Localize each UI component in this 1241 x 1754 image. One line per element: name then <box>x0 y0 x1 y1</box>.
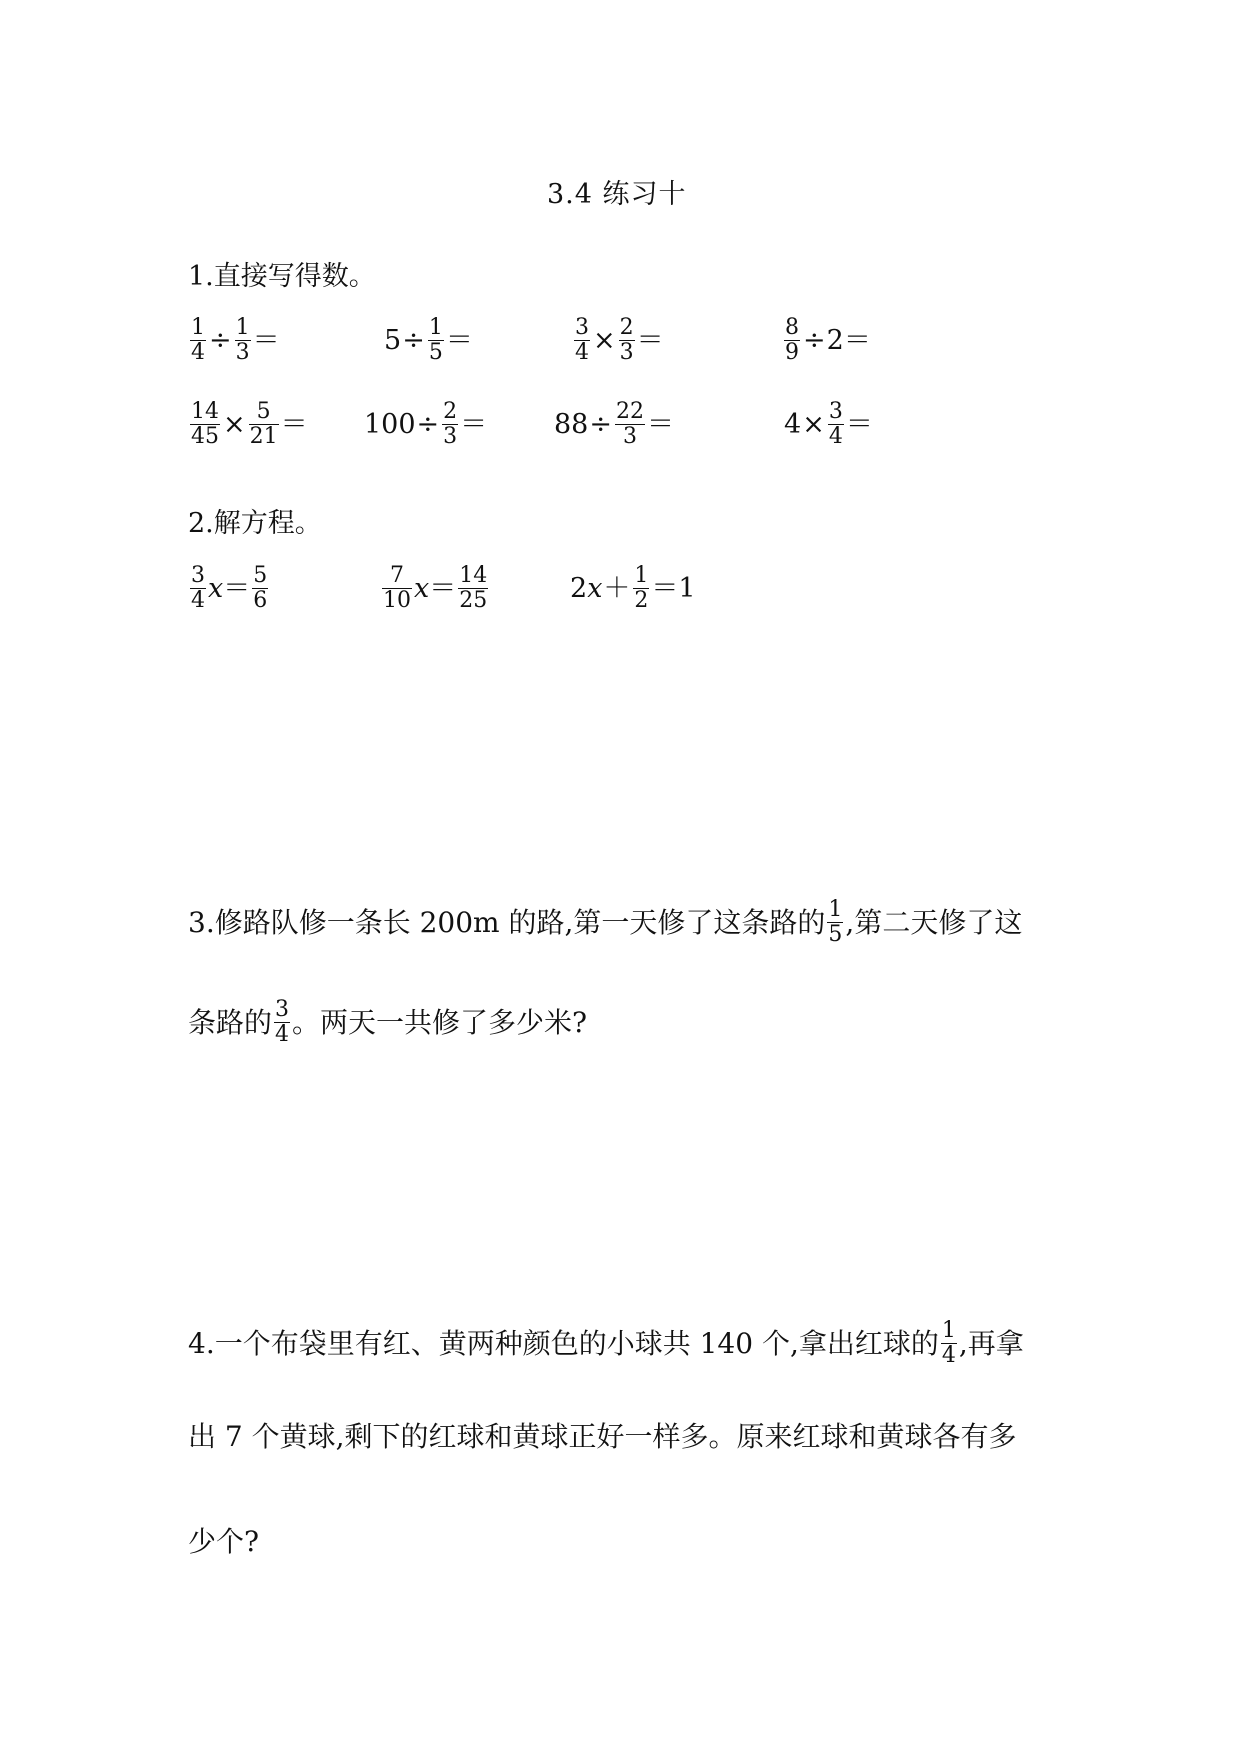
q4-line-1: 4.一个布袋里有红、黄两种颜色的小球共 140 个,拿出红球的 $\frac{1}{4}$ ,再拿 <box>188 1318 1024 1368</box>
q4-line-2: 出 7 个黄球,剩下的红球和黄球正好一样多。原来红球和黄球各有多 <box>188 1420 1017 1453</box>
fraction: $\frac{14}{25}$ <box>459 563 488 613</box>
fraction: $\frac{2}{3}$ <box>443 399 458 449</box>
fraction: $\frac{1}{3}$ <box>235 315 250 365</box>
fraction: $\frac{1}{4}$ <box>191 315 205 365</box>
fraction: $\frac{3}{4}$ <box>191 563 205 613</box>
q1-expr-7: 88 ÷ $\frac{22}{3}$ ＝ <box>554 399 674 449</box>
q1-expr-3: $\frac{3}{4}$ × $\frac{2}{3}$ ＝ <box>575 315 664 365</box>
fraction: $\frac{22}{3}$ <box>615 399 644 449</box>
q3-line-2: 条路的 $\frac{3}{4}$ 。两天一共修了多少米? <box>188 997 588 1047</box>
q2-equation-2: $\frac{7}{10}$ x ＝ $\frac{14}{25}$ <box>383 563 488 613</box>
q1-expr-1: $\frac{1}{4}$ ÷ $\frac{1}{3}$ ＝ <box>191 315 280 365</box>
q1-expr-8: 4 × $\frac{3}{4}$ ＝ <box>784 399 873 449</box>
q2-heading: 2.解方程。 <box>188 508 322 539</box>
fraction: $\frac{1}{5}$ <box>428 315 443 365</box>
fraction: $\frac{14}{45}$ <box>191 399 219 449</box>
q1-expr-5: $\frac{14}{45}$ × $\frac{5}{21}$ ＝ <box>191 399 308 449</box>
fraction: $\frac{5}{21}$ <box>249 399 278 449</box>
fraction: $\frac{2}{3}$ <box>619 315 634 365</box>
fraction: $\frac{1}{5}$ <box>828 897 843 947</box>
fraction: $\frac{1}{4}$ <box>941 1318 956 1368</box>
page-title: 3.4 练习十 <box>547 179 687 210</box>
fraction: $\frac{1}{2}$ <box>634 563 649 613</box>
q1-expr-2: 5 ÷ $\frac{1}{5}$ ＝ <box>384 315 473 365</box>
fraction: $\frac{3}{4}$ <box>828 399 843 449</box>
q1-expr-6: 100 ÷ $\frac{2}{3}$ ＝ <box>364 399 488 449</box>
q3-line-1: 3.修路队修一条长 200m 的路,第一天修了这条路的 $\frac{1}{5}$ ,第二天修了这 <box>188 897 1023 947</box>
q2-equation-1: $\frac{3}{4}$ x ＝ $\frac{5}{6}$ <box>191 563 268 613</box>
q1-expr-4: $\frac{8}{9}$ ÷ 2 ＝ <box>785 315 871 365</box>
fraction: $\frac{5}{6}$ <box>253 563 268 613</box>
q1-heading: 1.直接写得数。 <box>188 261 376 292</box>
fraction: $\frac{8}{9}$ <box>785 315 799 365</box>
q2-equation-3: 2 x ＋ $\frac{1}{2}$ ＝ 1 <box>570 563 696 613</box>
fraction: $\frac{3}{4}$ <box>575 315 589 365</box>
fraction: $\frac{3}{4}$ <box>275 997 290 1047</box>
q4-line-3: 少个? <box>188 1525 260 1558</box>
fraction: $\frac{7}{10}$ <box>383 563 411 613</box>
